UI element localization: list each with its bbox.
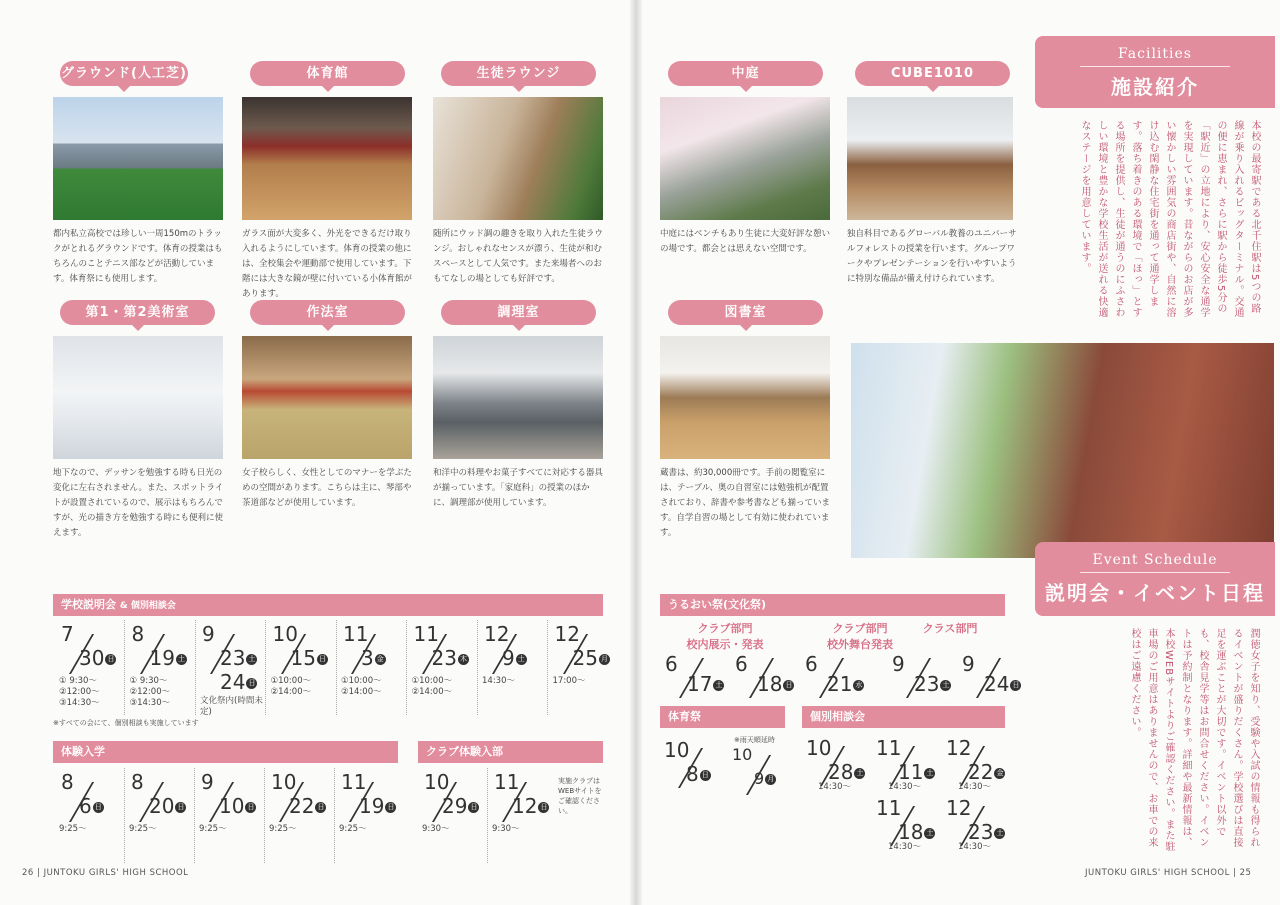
taiikusai-bar: 体育祭 (660, 706, 785, 728)
date-times (199, 824, 227, 835)
date-times (200, 696, 265, 718)
weekday-badge: 日 (177, 803, 185, 811)
club-note: 実施クラブはWEBサイトをご確認ください。 (558, 777, 602, 815)
date-times (129, 824, 157, 835)
kobetsu-date (946, 736, 1016, 794)
date-day: 29 日 (442, 794, 478, 818)
bunkasai-date (962, 648, 1032, 698)
facility-caption-lounge: 随所にウッド調の趣きを取り入れた生徒ラウンジ。おしゃれなセンスが漂う、生徒が和むスペースとして人気です。また来場者へのおもてなしの場としても好評です。 (433, 229, 603, 284)
weekday-badge: 木祝 (459, 655, 467, 674)
kobetsu-bar: 個別相談会 (802, 706, 1005, 728)
weekday-badge: 日 (785, 681, 793, 689)
facility-title-courtyard: 中庭 (668, 61, 823, 86)
bunkasai-group-label: クラブ部門 校外舞台発表 (827, 622, 893, 651)
time-line: 9:25〜 (339, 824, 367, 834)
facilities-intro-text: 本校の最寄駅である北千住駅は5つの路線が乗り入れるビッグターミナル。交通の便に恵まれ、さらに駅から徒歩5分の「駅近」の立地により、安心安全な通学を実現しています。昔ながらのお店が多い懐かしい雰囲気の商店街や、自然に溶け込む閑静な住宅街を通って通学します。落ち着きのある環境で「ほっ」とする場所を提供し、生徒が通うのにふさわしい環境と豊かな学校生活が送れる快適なステージを用意しています。 (1079, 120, 1260, 318)
date-day: 6 日 (79, 794, 102, 818)
header-rule (1080, 66, 1230, 67)
time-line: ②14:00〜 (411, 687, 453, 697)
date-cell (335, 768, 405, 863)
cube1010-photo (847, 97, 1013, 220)
facility-title-cooking: 調理室 (441, 300, 596, 325)
time-line: ②14:00〜 (341, 687, 382, 697)
setsumeikai-note: ※すべての会にて、個別相談も実施しています (53, 719, 199, 727)
page-number-left: 26 | JUNTOKU GIRLS' HIGH SCHOOL (22, 868, 189, 878)
date-times (271, 676, 312, 698)
date-month: 11 (876, 796, 902, 820)
date-month: 10 (424, 770, 450, 794)
weekday-badge: 金祝 (376, 655, 384, 674)
date-month: 10 (732, 745, 753, 764)
facility-caption-cube: 独自科目であるグローバル教養のユニバーサルフォレストの授業を行います。グループワークやプレゼンテーションを行いやすいように特別な備品が備え付けられています。 (847, 229, 1017, 284)
time-line: 文化祭内(時間未定) (200, 696, 263, 717)
header-rule (1080, 572, 1230, 573)
weekday-badge: 土祝 (248, 655, 256, 674)
date-cell (549, 620, 619, 715)
kobetsu-date (876, 796, 946, 854)
date-month: 11 (876, 736, 902, 760)
time-line: 9:25〜 (269, 824, 297, 834)
weekday-badge: 土 (715, 681, 723, 689)
date-times (412, 676, 453, 698)
weekday-badge: 土 (996, 829, 1004, 837)
date-day: 19 土 (149, 646, 185, 670)
date-day-2: 24 日 (220, 670, 256, 694)
facility-caption-cooking: 和洋中の料理やお菓子すべてに対応する器具が揃っています。「家庭科」の授業のほかに、調理部が使用しています。 (433, 468, 603, 508)
kobetsu-date (806, 736, 876, 794)
time-line: ③14:30〜 (129, 698, 171, 708)
weekday-badge: 日 (317, 803, 325, 811)
time-line: 9:25〜 (199, 824, 227, 834)
time-line: ③14:30〜 (59, 698, 100, 708)
club-bar: クラブ体験入部 (418, 741, 603, 763)
date-times (341, 676, 382, 698)
courtyard-photo (660, 97, 830, 220)
time-line: ① 9:30〜 (59, 676, 97, 686)
bunkasai-bar: うるおい祭(文化祭) (660, 594, 1005, 616)
date-day: 15 日 (290, 646, 326, 670)
date-cell (337, 620, 407, 715)
date-month: 12 (946, 736, 972, 760)
facility-caption-library: 蔵書は、約30,000冊です。手前の閲覧室には、テーブル、奥の自習室には勉強机が配置されており、辞書や参考書なども揃っています。自学自習の場として有効に使われています。 (660, 468, 831, 538)
weekday-badge: 日 (1012, 681, 1020, 689)
event-intro-text: 潤徳女子を知り、受験や入試の情報も得られるイベントが盛りだくさん。学校選びは直接足を運ぶことが大切です。イベント以外でも、校舎見学等はお問合せください。イベントは予約制となります。詳細や最新情報は、本校WEBサイトよりご確認ください。また駐車場のご用意はありませんので、お車での来校はご遠慮ください。 (1129, 628, 1259, 853)
date-month: 8 (131, 770, 144, 794)
etiquette-room-photo (242, 336, 412, 459)
weekday-badge: 日 (318, 655, 326, 663)
weekday-badge: 日 (387, 803, 395, 811)
facilities-header-jp: 施設紹介 (1111, 75, 1199, 99)
taiikusai-date (732, 745, 798, 795)
facility-caption-art: 地下なので、デッサンを勉強する時も日光の変化に左右されません。また、スポットライトが設置されているので、展示はもちろんですが、光の描き方を勉強する時にも便利に使えます。 (53, 468, 224, 538)
date-day: 21 水 (827, 672, 863, 696)
date-day: 18 日 (757, 672, 793, 696)
time-line: 9:25〜 (129, 824, 157, 834)
weekday-badge: 月祝 (767, 775, 775, 794)
time-line: ①10:00〜 (411, 676, 453, 686)
weekday-badge: 日 (107, 655, 115, 663)
library-photo (660, 336, 830, 459)
time-line: 9:25〜 (59, 824, 87, 834)
date-month: 12 (554, 622, 580, 646)
time-line: ① 9:30〜 (129, 676, 168, 686)
date-cell (55, 620, 125, 715)
bunkasai-date (805, 648, 875, 698)
date-month: 7 (61, 622, 74, 646)
date-day: 23 土祝 (914, 672, 950, 700)
date-time: 14:30〜 (818, 782, 851, 792)
date-times (269, 824, 297, 835)
facilities-header-en: Facilities (1118, 46, 1192, 62)
time-line: ②14:00〜 (270, 687, 312, 697)
date-day: 11 土 (898, 760, 934, 784)
facility-caption-ground: 都内私立高校では珍しい一周150mのトラックがとれるグラウンドです。体育の授業はもちろんのことテニス部などが活動しています。体育祭にも使用します。 (53, 229, 223, 284)
weekday-badge: 日 (247, 803, 255, 811)
weekday-badge: 日 (470, 803, 478, 811)
date-day: 22 日 (289, 794, 325, 818)
facility-caption-courtyard: 中庭にはベンチもあり生徒に大変好評な憩いの場です。都会とは思えない空間です。 (660, 229, 831, 254)
date-month: 10 (806, 736, 832, 760)
date-day: 23 土 (968, 820, 1004, 844)
date-day: 19 日 (359, 794, 395, 818)
date-month: 12 (946, 796, 972, 820)
date-month: 8 (61, 770, 74, 794)
weekday-badge: 日 (248, 679, 256, 687)
date-cell (418, 768, 488, 863)
setsumeikai-subtitle: & 個別相談会 (119, 601, 176, 611)
weekday-badge: 土 (926, 769, 934, 777)
kobetsu-date (946, 796, 1016, 854)
time-line: ①10:00〜 (270, 676, 312, 686)
bunkasai-date (735, 648, 805, 698)
time-line: 9:30〜 (422, 824, 450, 834)
date-cell (196, 620, 266, 715)
date-day: 17 土 (687, 672, 723, 696)
bunkasai-date (665, 648, 735, 698)
date-cell (125, 768, 195, 863)
weekday-badge: 土 (856, 769, 864, 777)
date-cell (126, 620, 196, 715)
facility-title-etiquette: 作法室 (250, 300, 405, 325)
bunkasai-group-label: クラス部門 (922, 622, 978, 635)
date-day: 9 月祝 (754, 769, 775, 794)
date-month: 12 (484, 622, 510, 646)
event-header-en: Event Schedule (1092, 552, 1218, 568)
date-day: 3 金祝 (361, 646, 384, 674)
facility-title-art: 第1・第2美術室 (60, 300, 215, 325)
date-time: 14:30〜 (958, 782, 991, 792)
date-day: 30 日 (79, 646, 115, 670)
weekday-badge: 月 (600, 655, 608, 663)
weekday-badge: 日 (540, 803, 548, 811)
date-month: 11 (343, 622, 369, 646)
date-cell (55, 768, 125, 863)
date-cell (408, 620, 478, 715)
date-month: 9 (892, 652, 905, 676)
lounge-photo (433, 97, 603, 220)
facility-caption-gym: ガラス面が大変多く、外光をできるだけ取り入れるようにしています。体育の授業の他には、全校集会や運動部で使用しています。下階には大きな鏡が壁に付いている小体育館があります。 (242, 229, 413, 299)
date-month: 6 (805, 652, 818, 676)
date-month: 11 (494, 770, 520, 794)
weekday-badge: 日 (701, 771, 709, 779)
facility-title-cube: CUBE1010 (855, 61, 1010, 86)
cooking-room-photo (433, 336, 603, 459)
date-times (553, 676, 586, 687)
date-month: 9 (202, 622, 215, 646)
date-cell (265, 768, 335, 863)
time-line: ①10:00〜 (341, 676, 382, 686)
date-times (482, 676, 515, 687)
event-header (1035, 542, 1275, 616)
date-month: 10 (664, 738, 690, 762)
date-time: 14:30〜 (888, 842, 921, 852)
weekday-badge: 水 (855, 681, 863, 689)
date-month: 6 (665, 652, 678, 676)
bunkasai-date (892, 648, 962, 698)
date-month: 10 (271, 770, 297, 794)
date-month: 9 (962, 652, 975, 676)
date-times (130, 676, 171, 709)
date-times (422, 824, 450, 835)
weekday-badge: 土祝 (942, 681, 950, 700)
weekday-badge: 金 (996, 769, 1004, 777)
date-month: 6 (735, 652, 748, 676)
facilities-header (1035, 36, 1275, 108)
taiken-bar: 体験入学 (53, 741, 398, 763)
date-cell (488, 768, 558, 863)
date-month: 8 (131, 622, 145, 646)
taiikusai-rain-note: ※雨天順延時 (734, 736, 775, 744)
date-day: 8 日 (686, 762, 709, 786)
facility-title-ground: グラウンド(人工芝) (60, 61, 188, 86)
date-day: 23 木祝 (431, 646, 467, 674)
date-day: 10 日 (219, 794, 255, 818)
date-times (59, 824, 87, 835)
time-line: 14:30〜 (482, 676, 515, 686)
art-room-photo (53, 336, 223, 459)
facility-caption-etiquette: 女子校らしく、女性としてのマナーを学ぶための空間があります。こちらは主に、琴部や茶道部などが使用しています。 (242, 468, 412, 508)
time-line: ②12:00〜 (59, 687, 100, 697)
date-day: 24 日 (984, 672, 1020, 696)
page-gutter (630, 0, 642, 905)
date-day: 18 土 (898, 820, 934, 844)
weekday-badge: 土 (517, 655, 525, 663)
setsumeikai-bar (53, 594, 603, 616)
event-header-jp: 説明会・イベント日程 (1045, 581, 1265, 605)
time-line: 9:30〜 (492, 824, 520, 834)
date-month: 9 (201, 770, 214, 794)
date-times (339, 824, 367, 835)
weekday-badge: 日 (94, 803, 102, 811)
bunkasai-group-label: クラブ部門 校内展示・発表 (686, 622, 764, 651)
date-day: 9 土 (502, 646, 525, 670)
date-day: 23 土祝 (220, 646, 256, 674)
date-month: 11 (413, 622, 439, 646)
date-month: 10 (272, 622, 298, 646)
gym-photo (242, 97, 412, 220)
taiikusai-date (664, 738, 730, 788)
date-time: 14:30〜 (958, 842, 991, 852)
kobetsu-date (876, 736, 946, 794)
date-cell (478, 620, 548, 715)
facility-title-library: 図書室 (668, 300, 823, 325)
date-time: 14:30〜 (888, 782, 921, 792)
date-day: 22 金 (968, 760, 1004, 784)
date-day: 12 日 (512, 794, 548, 818)
time-line: ②12:00〜 (129, 687, 171, 697)
date-month: 11 (341, 770, 367, 794)
date-day: 28 土 (828, 760, 864, 784)
setsumeikai-title: 学校説明会 (61, 598, 116, 611)
date-times (59, 676, 100, 709)
date-cell (267, 620, 337, 715)
facility-title-lounge: 生徒ラウンジ (441, 61, 596, 86)
weekday-badge: 土 (177, 655, 185, 663)
time-line: 17:00〜 (552, 676, 586, 686)
school-building-photo (851, 343, 1274, 558)
facility-title-gym: 体育館 (250, 61, 405, 86)
date-day: 25 月 (572, 646, 608, 670)
ground-photo (53, 97, 223, 220)
date-cell (195, 768, 265, 863)
weekday-badge: 土 (926, 829, 934, 837)
date-times (492, 824, 520, 835)
page-number-right: JUNTOKU GIRLS' HIGH SCHOOL | 25 (1085, 868, 1252, 878)
date-day: 20 日 (149, 794, 185, 818)
